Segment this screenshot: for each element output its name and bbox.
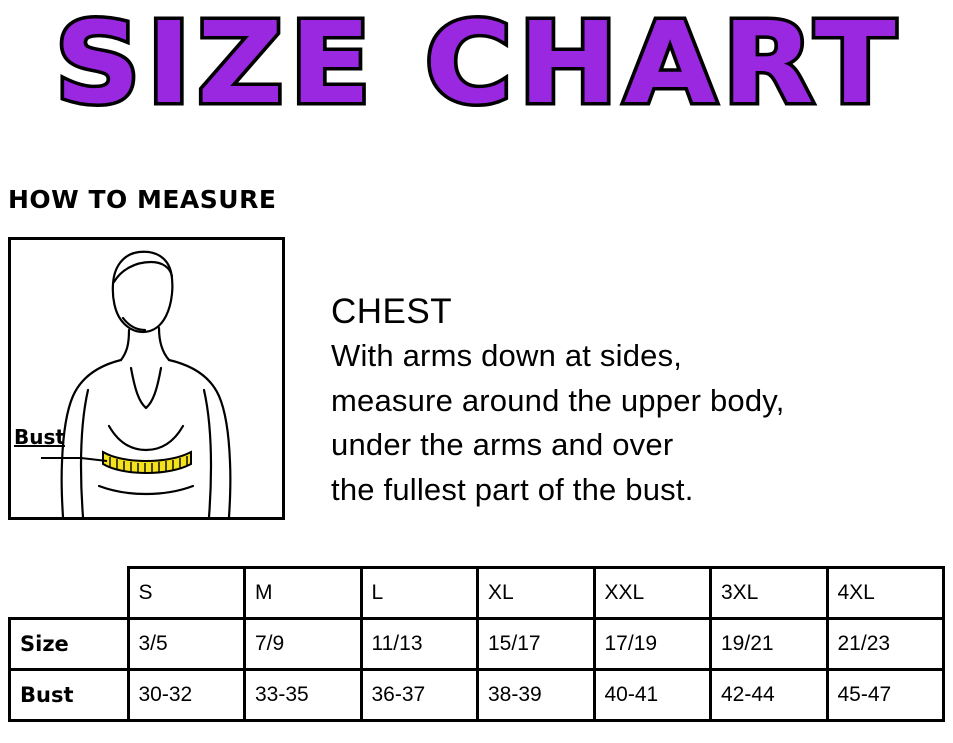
- how-to-measure-heading: HOW TO MEASURE: [8, 185, 277, 214]
- size-header-3xl: 3XL: [711, 568, 828, 619]
- size-header-4xl: 4XL: [827, 568, 944, 619]
- bust-figure-label: Bust: [14, 425, 65, 449]
- size-header-l: L: [361, 568, 478, 619]
- chest-line-1: With arms down at sides,: [331, 338, 683, 373]
- size-value-xxl: 17/19: [594, 619, 711, 670]
- size-header-s: S: [128, 568, 245, 619]
- table-row-size: [10, 619, 944, 670]
- size-value-l: 11/13: [361, 619, 478, 670]
- page-title: SIZE CHART: [54, 0, 903, 129]
- bust-value-xl: 38-39: [478, 670, 595, 721]
- size-value-m: 7/9: [245, 619, 362, 670]
- chest-description: [331, 290, 941, 512]
- woman-torso-illustration: [11, 240, 282, 517]
- bust-value-s: 30-32: [128, 670, 245, 721]
- title-banner: [0, 0, 953, 150]
- chest-line-3: under the arms and over: [331, 427, 674, 462]
- tape-measure: [103, 452, 191, 473]
- size-header-m: M: [245, 568, 362, 619]
- table-corner-cell: [10, 568, 129, 619]
- bust-value-4xl: 45-47: [827, 670, 944, 721]
- row-label-size: Size: [10, 619, 129, 670]
- chest-line-2: measure around the upper body,: [331, 382, 785, 418]
- bust-value-3xl: 42-44: [711, 670, 828, 721]
- bust-value-xxl: 40-41: [594, 670, 711, 721]
- chest-line-4: the fullest part of the bust.: [331, 471, 694, 507]
- size-value-s: 3/5: [128, 619, 245, 670]
- measurement-figure-box: [8, 237, 285, 520]
- chest-heading: CHEST: [331, 292, 453, 331]
- size-value-4xl: 21/23: [827, 619, 944, 670]
- bust-value-m: 33-35: [245, 670, 362, 721]
- row-label-bust: Bust: [10, 670, 129, 721]
- size-header-xxl: XXL: [594, 568, 711, 619]
- bust-value-l: 36-37: [361, 670, 478, 721]
- table-row-bust: [10, 670, 944, 721]
- table-row-sizes: [10, 568, 944, 619]
- size-header-xl: XL: [478, 568, 595, 619]
- size-chart-table: [8, 566, 945, 722]
- size-value-3xl: 19/21: [711, 619, 828, 670]
- size-value-xl: 15/17: [478, 619, 595, 670]
